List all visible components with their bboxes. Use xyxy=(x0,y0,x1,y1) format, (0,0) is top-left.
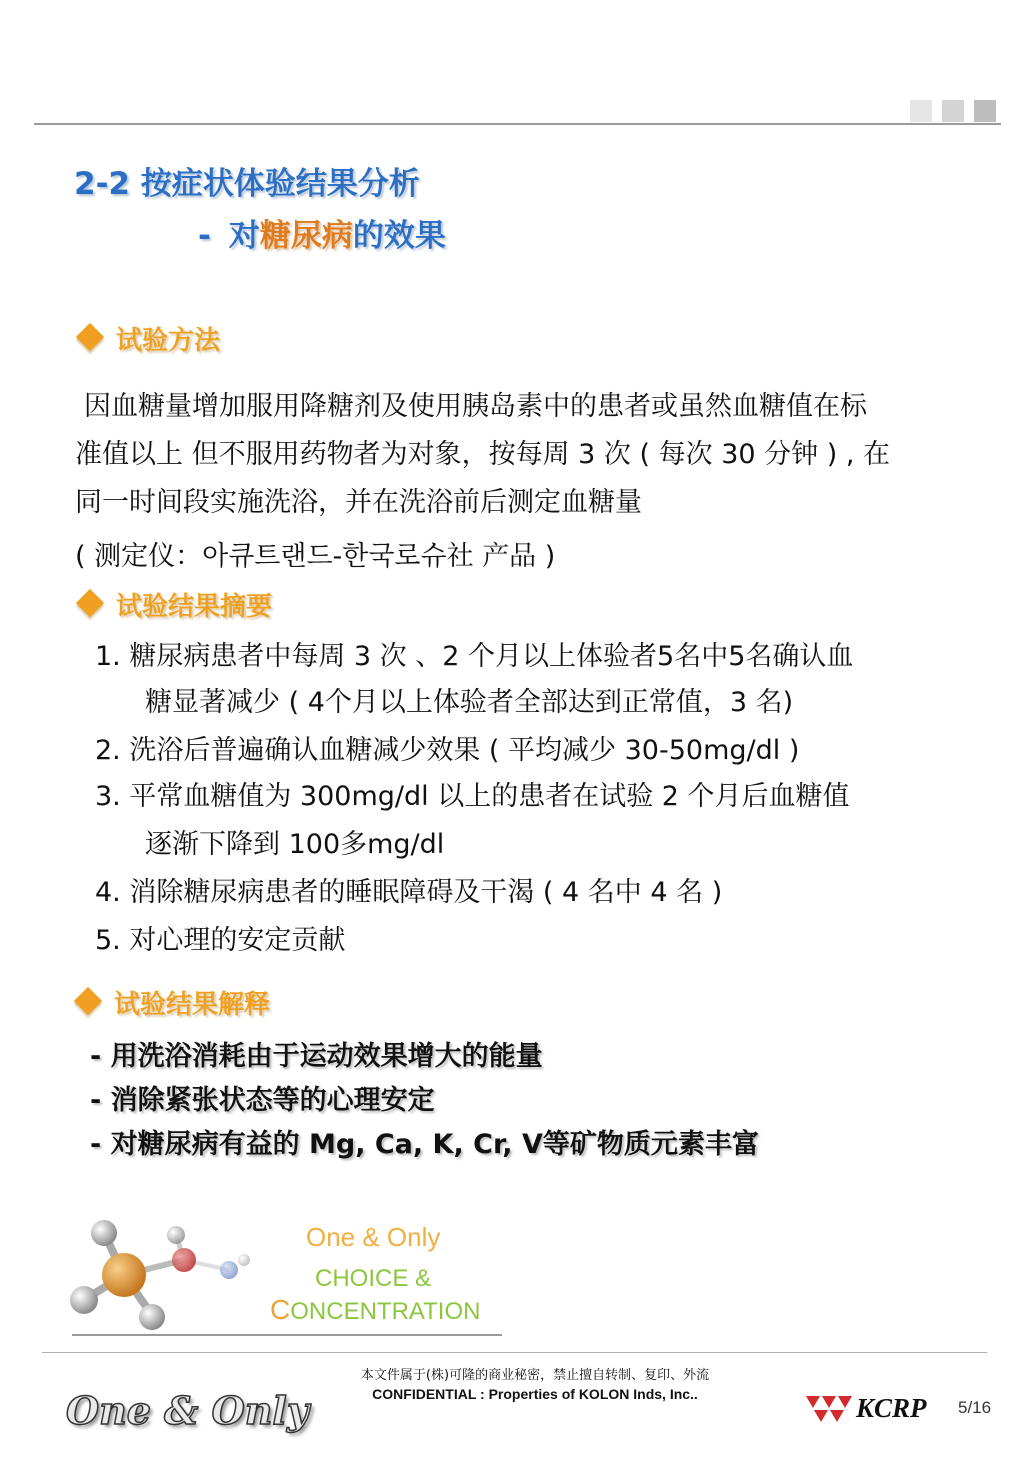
summary-line: 3. 平常血糖值为 300mg/dl 以上的患者在试验 2 个月后血糖值 xyxy=(95,781,850,812)
explanation-line: - 用洗浴消耗由于运动效果增大的能量 xyxy=(90,1041,543,1072)
method-line: 准值以上 但不服用药物者为对象，按每周 3 次 ( 每次 30 分钟 ) , 在 xyxy=(75,439,891,470)
explanation-line: - 消除紧张状态等的心理安定 xyxy=(90,1085,435,1116)
summary-line: 5. 对心理的安定贡献 xyxy=(95,925,346,956)
slogan-rule xyxy=(72,1334,502,1336)
section-heading-label: 试验方法 xyxy=(116,326,221,356)
slogan-line xyxy=(270,1294,480,1326)
confidential-notice-cn: 本文件属于(株)可隆的商业秘密，禁止擅自转制、复印、外流 xyxy=(360,1368,710,1383)
method-line: 同一时间段实施洗浴，并在洗浴前后测定血糖量 xyxy=(75,487,642,518)
summary-line: 4. 消除糖尿病患者的睡眠障碍及干渴 ( 4 名中 4 名 ) xyxy=(95,877,723,908)
section-heading-label: 试验结果摘要 xyxy=(116,592,273,622)
section-heading-label: 试验结果解释 xyxy=(114,990,271,1020)
page-number: 5/16 xyxy=(958,1398,992,1417)
corner-decoration xyxy=(910,100,996,122)
diamond-bullet-icon xyxy=(76,323,104,351)
slogan-line: CHOICE & xyxy=(315,1265,432,1292)
footer-rule xyxy=(42,1352,987,1353)
diamond-bullet-icon xyxy=(74,987,102,1015)
brand-name: KCRP xyxy=(856,1393,927,1423)
kolon-triangles-icon xyxy=(806,1390,852,1426)
method-line: ( 测定仪：아큐트랜드-한국로슈社 产品 ) xyxy=(75,541,556,572)
summary-line: 逐渐下降到 100多mg/dl xyxy=(145,829,445,860)
explanation-line: - 对糖尿病有益的 Mg, Ca, K, Cr, V等矿物质元素丰富 xyxy=(90,1129,759,1160)
page-subtitle xyxy=(198,210,446,255)
page-title: 2-2 按症状体验结果分析 xyxy=(74,166,420,202)
slogan-initial: C xyxy=(270,1294,291,1325)
summary-line: 糖显著减少 ( 4个月以上体验者全部达到正常值，3 名) xyxy=(145,687,794,718)
slogan-rest: ONCENTRATION xyxy=(290,1298,481,1325)
diamond-bullet-icon xyxy=(76,589,104,617)
subtitle-dash: - xyxy=(198,218,211,254)
molecule-icon xyxy=(64,1205,264,1335)
confidential-notice-en: CONFIDENTIAL : Properties of KOLON Inds, Inc.. xyxy=(372,1386,698,1402)
subtitle-lead: 对 xyxy=(228,218,260,254)
section-heading-summary xyxy=(74,586,272,623)
summary-line: 2. 洗浴后普遍确认血糖减少效果 ( 平均减少 30-50mg/dl ) xyxy=(95,735,800,766)
script-logo: One & Only xyxy=(66,1388,309,1433)
subtitle-tail: 的效果 xyxy=(352,218,446,254)
corner-square xyxy=(974,100,996,122)
section-heading-explanation xyxy=(72,984,270,1021)
slogan-line: One & Only xyxy=(306,1222,441,1252)
corner-square xyxy=(910,100,932,122)
section-heading-method xyxy=(74,320,220,357)
header-rule xyxy=(34,123,1001,125)
subtitle-highlight: 糖尿病 xyxy=(259,218,353,254)
method-line: 因血糖量增加服用降糖剂及使用胰岛素中的患者或虽然血糖值在标 xyxy=(84,391,867,422)
summary-line: 1. 糖尿病患者中每周 3 次 、2 个月以上体验者5名中5名确认血 xyxy=(95,641,854,672)
corner-square xyxy=(942,100,964,122)
